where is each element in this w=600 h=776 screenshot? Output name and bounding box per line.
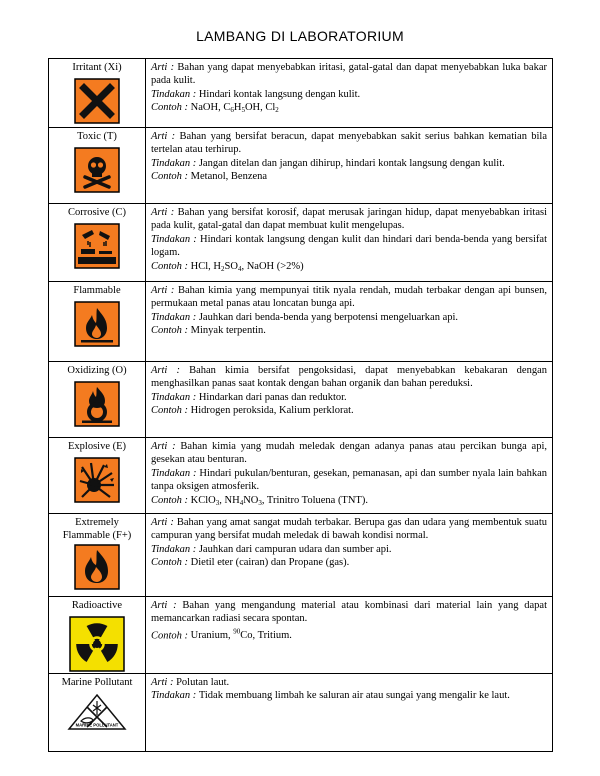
tindakan-label: Tindakan bbox=[151, 157, 191, 169]
arti-text: Bahan kimia yang mudah meledak dengan adanya panas atau percikan bunga api, gesekan atau benturan. bbox=[151, 441, 547, 466]
tindakan-label: Tindakan bbox=[151, 467, 191, 479]
contoh-label: Contoh bbox=[151, 630, 182, 642]
contoh-text: Hidrogen peroksida, Kalium perklorat. bbox=[190, 405, 354, 417]
table-row: Marine Pollutant MARINE POLLUTANT Arti : Polutan laut. Tindakan : Tidak membuang limbah ke saluran air atau sungai yang mengalir ke laut. bbox=[49, 674, 553, 752]
symbol-name: Extremely Flammable (F+) bbox=[62, 517, 132, 541]
contoh-text: KClO$_3$, $NH_4NO_3$, Trinitro Toluena (TNT). bbox=[190, 494, 368, 507]
irritant-icon bbox=[74, 78, 120, 124]
tindakan-label: Tindakan bbox=[151, 311, 191, 323]
arti-text: Polutan laut. bbox=[176, 677, 230, 688]
skull-crossbones-icon bbox=[74, 147, 120, 193]
flame-icon bbox=[74, 544, 120, 590]
arti-text: Bahan kimia yang mempunyai titik nyala rendah, mudah terbakar dengan api bunsen, permukaan metal panas atau loncatan bunga api. bbox=[151, 285, 547, 310]
marine-pollutant-icon bbox=[67, 693, 127, 737]
arti-label: Arti bbox=[151, 207, 168, 218]
table-row: Corrosive (C) Arti : Bahan yang bersifat korosif, dapat merusak jaringan hidup, dapat menyebabkan iritasi pada kulit, gatal-gatal dan dapat membuat kulit mengelupas. Tindakan : Hindari kontak langsung dengan kulit dan hindari dari benda-benda yang bersifat logam. Contoh : HCl, $H_2SO_4$, NaOH (>2%) bbox=[49, 204, 553, 282]
tindakan-label: Tindakan bbox=[151, 690, 191, 702]
tindakan-label: Tindakan bbox=[151, 88, 191, 100]
tindakan-text: Jangan ditelan dan jangan dihirup, hindari kontak langsung dengan kulit. bbox=[198, 157, 505, 169]
marine-pollutant-text: MARINE POLLUTANT bbox=[75, 722, 119, 728]
hazard-symbol-table bbox=[48, 58, 553, 752]
exploding-bomb-icon bbox=[74, 457, 120, 503]
tindakan-text: Jauhkan dari benda-benda yang berpotensi mengeluarkan api. bbox=[198, 311, 459, 323]
contoh-label: Contoh bbox=[151, 494, 182, 506]
arti-label: Arti bbox=[151, 285, 168, 296]
page-title: LAMBANG DI LABORATORIUM bbox=[196, 28, 404, 44]
arti-label: Arti bbox=[151, 677, 168, 688]
contoh-label: Contoh bbox=[151, 171, 182, 183]
flame-over-circle-icon bbox=[74, 381, 120, 427]
arti-text: Bahan yang mengandung material atau kombinasi dari material lain yang dapat memancarkan radiasi secara spontan. bbox=[151, 600, 547, 625]
tindakan-label: Tindakan bbox=[151, 391, 191, 403]
contoh-text: Dietil eter (cairan) dan Propane (gas). bbox=[190, 557, 350, 569]
symbol-name: Flammable bbox=[73, 285, 121, 296]
symbol-name: Toxic (T) bbox=[77, 131, 117, 142]
flame-icon bbox=[74, 301, 120, 347]
arti-label: Arti bbox=[151, 365, 168, 376]
arti-label: Arti bbox=[151, 600, 168, 611]
arti-label: Arti bbox=[151, 131, 168, 142]
table-row: Radioactive Arti : Bahan yang mengandung material atau kombinasi dari material lain yang dapat memancarkan radiasi secara spontan. Contoh : Uranium, $^{90}$Co, Tritium. bbox=[49, 597, 553, 674]
contoh-label: Contoh bbox=[151, 102, 182, 114]
tindakan-text: Hindari pukulan/benturan, gesekan, pemanasan, api dan sumber nyala lain bahkan tanpa oksigen atmosferik. bbox=[151, 467, 547, 493]
tindakan-text: Hindari kontak langsung dengan kulit. bbox=[198, 88, 361, 100]
contoh-label: Contoh bbox=[151, 325, 182, 337]
arti-text: Bahan kimia bersifat pengoksidasi, dapat menyebabkan kebakaran dengan menghasilkan panas saat kontak dengan bahan organik dan bahan pereduksi. bbox=[151, 365, 547, 390]
symbol-name: Marine Pollutant bbox=[61, 677, 133, 688]
arti-text: Bahan yang bersifat korosif, dapat merusak jaringan hidup, dapat menyebabkan iritasi pada kulit, gatal-gatal dan dapat membuat kulit mengelupas. bbox=[151, 207, 547, 232]
table-row: Flammable Arti : Bahan kimia yang mempunyai titik nyala rendah, mudah terbakar dengan api bunsen, permukaan metal panas atau loncatan bunga api. Tindakan : Jauhkan dari benda-benda yang berpotensi mengeluarkan api. Contoh : Minyak terpentin. bbox=[49, 282, 553, 362]
table-row: Extremely Flammable (F+) Arti : Bahan yang amat sangat mudah terbakar. Berupa gas dan udara yang membentuk suatu campuran yang bersifat mudah meledak di bawah kondisi normal. Tindakan : Jauhkan dari campuran udara dan sumber api. Contoh : Dietil eter (cairan) dan Propane (gas). bbox=[49, 514, 553, 597]
arti-text: Bahan yang dapat menyebabkan iritasi, gatal-gatal dan dapat menyebabkan luka bakar pada kulit. bbox=[151, 62, 548, 87]
tindakan-text: Hindari kontak langsung dengan kulit dan hindari dari benda-benda yang bersifat logam. bbox=[151, 233, 547, 259]
radiation-icon bbox=[69, 616, 125, 672]
arti-label: Arti bbox=[151, 62, 168, 73]
arti-text: Bahan yang bersifat beracun, dapat menyebabkan sakit serius bahkan kematian bila tertelan atau terhirup. bbox=[151, 131, 547, 156]
contoh-label: Contoh bbox=[151, 557, 182, 569]
table-row: Irritant (Xi) Arti : Bahan yang dapat menyebabkan iritasi, gatal-gatal dan dapat menyebabkan luka bakar pada kulit. Tindakan : Hindari kontak langsung dengan kulit. Contoh : NaOH, $C_6H_5OH$, $Cl_2$ bbox=[49, 59, 553, 128]
tindakan-label: Tindakan bbox=[151, 543, 191, 555]
tindakan-text: Tidak membuang limbah ke saluran air atau sungai yang mengalir ke laut. bbox=[198, 690, 510, 702]
tindakan-label: Tindakan bbox=[151, 233, 191, 245]
tindakan-text: Jauhkan dari campuran udara dan sumber api. bbox=[198, 543, 392, 555]
symbol-name: Explosive (E) bbox=[67, 441, 127, 452]
arti-text: Bahan yang amat sangat mudah terbakar. Berupa gas dan udara yang membentuk suatu campuran yang bersifat mudah meledak di bawah kondisi normal. bbox=[151, 517, 548, 542]
arti-label: Arti bbox=[151, 517, 168, 528]
tindakan-text: Hindarkan dari panas dan reduktor. bbox=[198, 391, 347, 403]
contoh-text: HCl, $H_2SO_4$, NaOH (>2%) bbox=[190, 260, 304, 273]
contoh-text: Minyak terpentin. bbox=[190, 325, 266, 337]
corrosive-icon bbox=[74, 223, 120, 269]
symbol-name: Corrosive (C) bbox=[67, 207, 127, 218]
symbol-name: Irritant (Xi) bbox=[72, 62, 122, 73]
table-row: Explosive (E) Arti : Bahan kimia yang mudah meledak dengan adanya panas atau percikan bunga api, gesekan atau benturan. Tindakan : Hindari pukulan/benturan, gesekan, pemanasan, api dan sumber nyala lain bahkan tanpa oksigen atmosferik. Contoh : KClO$_3$, $NH_4NO_3$, Trinitro Toluena (TNT). bbox=[49, 438, 553, 514]
symbol-name: Radioactive bbox=[71, 600, 123, 611]
contoh-label: Contoh bbox=[151, 405, 182, 417]
contoh-text: NaOH, $C_6H_5OH$, $Cl_2$ bbox=[190, 102, 279, 115]
contoh-label: Contoh bbox=[151, 260, 182, 272]
arti-label: Arti bbox=[151, 441, 168, 452]
symbol-name: Oxidizing (O) bbox=[67, 365, 127, 376]
contoh-text: Uranium, $^{90}$Co, Tritium. bbox=[190, 627, 292, 642]
table-row: Oxidizing (O) Arti : Bahan kimia bersifat pengoksidasi, dapat menyebabkan kebakaran dengan menghasilkan panas saat kontak dengan bahan organik dan bahan pereduksi. Tindakan : Hindarkan dari panas dan reduktor. Contoh : Hidrogen peroksida, Kalium perklorat. bbox=[49, 362, 553, 438]
contoh-text: Metanol, Benzena bbox=[190, 171, 268, 183]
table-row: Toxic (T) Arti : Bahan yang bersifat beracun, dapat menyebabkan sakit serius bahkan kematian bila tertelan atau terhirup. Tindakan : Jangan ditelan dan jangan dihirup, hindari kontak langsung dengan kulit. Contoh : Metanol, Benzena bbox=[49, 128, 553, 204]
